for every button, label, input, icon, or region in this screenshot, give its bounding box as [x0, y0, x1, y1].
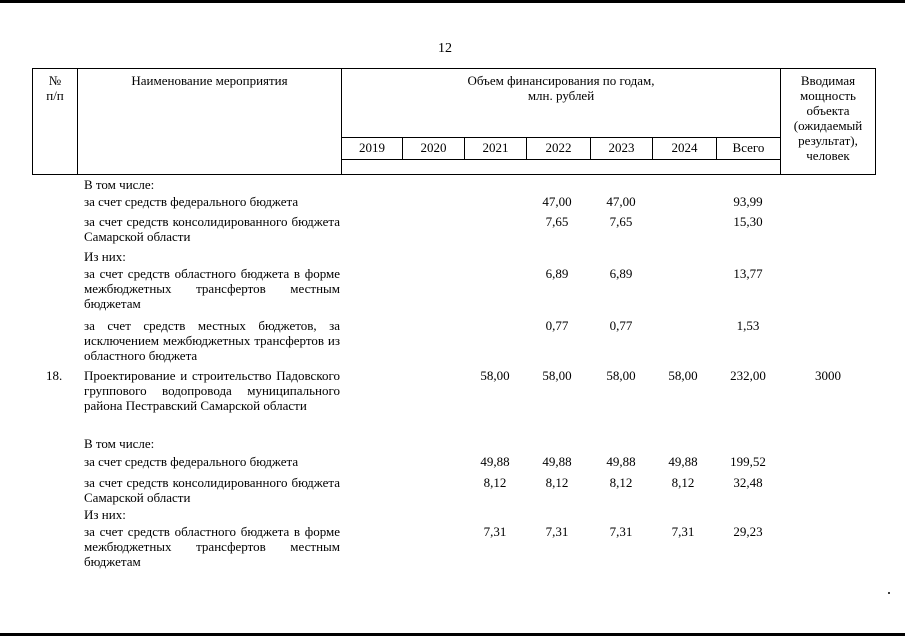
value-2023: 6,89 — [609, 266, 633, 281]
header-year-2024: 2024 — [671, 140, 698, 155]
row-name: за счет средств федерального бюджета — [84, 454, 299, 469]
value-2021: 58,00 — [480, 368, 510, 383]
value-total: 32,48 — [733, 475, 763, 490]
value-total: 15,30 — [733, 214, 763, 229]
row-name: В том числе: — [84, 177, 155, 192]
value-2022: 7,65 — [545, 214, 569, 229]
header-years-bottom-line — [341, 159, 780, 160]
header-year-2022: 2022 — [545, 140, 572, 155]
row-number: 18. — [46, 368, 63, 383]
value-2024: 49,88 — [668, 454, 698, 469]
row-name: за счет средств консолидированного бюджета Самарской области — [84, 475, 340, 505]
value-2024: 8,12 — [671, 475, 695, 490]
header-number: № п/п — [46, 73, 64, 103]
row-name: за счет средств местных бюджетов, за исключением межбюджетных трансфертов из областного бюджета — [84, 318, 340, 363]
value-2023: 7,65 — [609, 214, 633, 229]
header-name: Наименование мероприятия — [131, 73, 288, 88]
header-total: Всего — [732, 140, 765, 155]
value-total: 93,99 — [733, 194, 763, 209]
top-border-line — [0, 0, 905, 3]
header-year-2019: 2019 — [359, 140, 385, 155]
header-years-line — [341, 137, 780, 138]
header-top-line — [32, 68, 876, 69]
row-name: за счет средств федерального бюджета — [84, 194, 299, 209]
value-2021: 49,88 — [480, 454, 510, 469]
row-name: Из них: — [84, 507, 126, 522]
value-2022: 58,00 — [542, 368, 572, 383]
value-2023: 8,12 — [609, 475, 633, 490]
value-total: 13,77 — [733, 266, 763, 281]
value-2022: 8,12 — [545, 475, 569, 490]
header-vline — [875, 68, 876, 175]
row-name: В том числе: — [84, 436, 155, 451]
value-2022: 49,88 — [542, 454, 572, 469]
value-total: 29,23 — [733, 524, 763, 539]
row-name: за счет средств областного бюджета в форме межбюджетных трансфертов местным бюджетам — [84, 524, 340, 569]
value-2023: 7,31 — [609, 524, 633, 539]
value-2024: 58,00 — [668, 368, 698, 383]
value-2024: 7,31 — [671, 524, 695, 539]
value-2023: 58,00 — [606, 368, 636, 383]
header-capacity: Вводимая мощность объекта (ожидаемый результат), человек — [793, 73, 863, 163]
value-capacity: 3000 — [815, 368, 841, 383]
value-total: 199,52 — [730, 454, 766, 469]
value-2023: 47,00 — [606, 194, 636, 209]
row-name: Из них: — [84, 249, 126, 264]
value-2021: 7,31 — [483, 524, 507, 539]
row-name: за счет средств областного бюджета в форме межбюджетных трансфертов местным бюджетам — [84, 266, 340, 311]
page-number: 12 — [438, 41, 452, 56]
header-year-2021: 2021 — [482, 140, 509, 155]
header-year-2023: 2023 — [608, 140, 635, 155]
value-2023: 0,77 — [609, 318, 633, 333]
value-2022: 6,89 — [545, 266, 569, 281]
value-2022: 7,31 — [545, 524, 569, 539]
header-finance: Объем финансирования по годам, млн. рублей — [467, 73, 655, 103]
value-2022: 47,00 — [542, 194, 572, 209]
value-2022: 0,77 — [545, 318, 569, 333]
value-total: 232,00 — [730, 368, 766, 383]
value-2023: 49,88 — [606, 454, 636, 469]
header-year-2020: 2020 — [420, 140, 447, 155]
value-total: 1,53 — [736, 318, 760, 333]
row-name: за счет средств консолидированного бюджета Самарской области — [84, 214, 340, 244]
header-bottom-line — [32, 174, 876, 175]
scan-speck — [888, 592, 890, 594]
bottom-border-line — [0, 633, 905, 636]
row-name: Проектирование и строительство Падовского группового водопровода муниципального района Пестравский Самарской области — [84, 368, 340, 413]
value-2021: 8,12 — [483, 475, 507, 490]
